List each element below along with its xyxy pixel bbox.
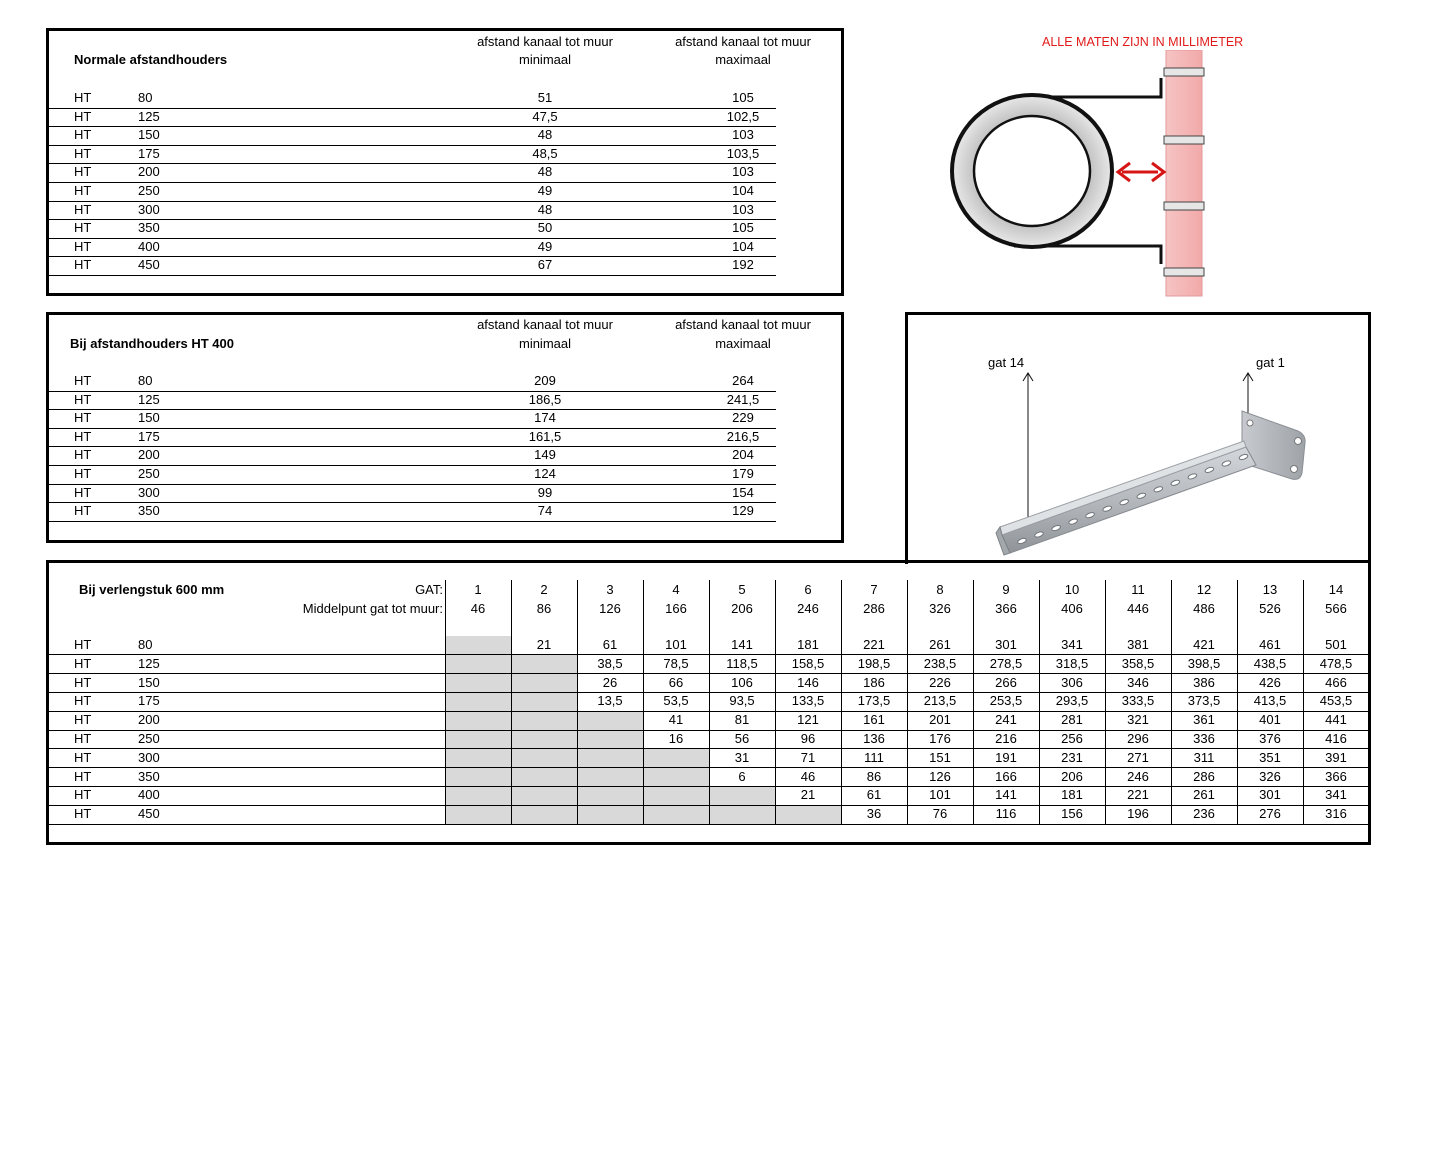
row-prefix: HT xyxy=(74,712,92,728)
empty-cell xyxy=(577,768,643,787)
gat-number: 1 xyxy=(474,582,482,597)
empty-cell xyxy=(577,730,643,749)
cell-value: 316 xyxy=(1325,806,1347,822)
cell-value: 461 xyxy=(1259,637,1281,652)
row-prefix: HT xyxy=(74,749,92,765)
cell-value: 238,5 xyxy=(923,655,957,671)
cell-value: 106 xyxy=(731,674,753,690)
row-min: 124 xyxy=(534,466,556,481)
cell-value: 141 xyxy=(995,787,1017,803)
cell-value: 333,5 xyxy=(1121,693,1155,709)
millimeter-note: ALLE MATEN ZIJN IN MILLIMETER xyxy=(1042,35,1244,49)
row-prefix: HT xyxy=(74,428,92,444)
table1-header-min-line2: minimaal xyxy=(518,52,571,67)
cell-value: 161 xyxy=(863,712,885,728)
row-min: 48,5 xyxy=(532,145,558,161)
row-max: 204 xyxy=(732,447,754,463)
cell-value: 376 xyxy=(1259,731,1281,746)
row-prefix: HT xyxy=(74,466,92,481)
cell-value: 416 xyxy=(1325,731,1347,746)
table2-header-min-line1: afstand kanaal tot muur xyxy=(477,317,613,332)
cell-value: 121 xyxy=(797,712,819,728)
row-prefix: HT xyxy=(74,410,92,426)
cell-value: 421 xyxy=(1193,637,1215,652)
row-min: 74 xyxy=(537,503,553,519)
row-prefix: HT xyxy=(74,731,92,746)
row-size: 150 xyxy=(138,127,160,143)
cell-value: 321 xyxy=(1127,712,1149,728)
cell-value: 501 xyxy=(1325,637,1347,652)
bracket-rail-top xyxy=(1000,441,1246,535)
cell-value: 318,5 xyxy=(1055,655,1089,671)
cell-value: 38,5 xyxy=(597,655,623,671)
column-line xyxy=(1369,580,1370,824)
row-max: 179 xyxy=(732,466,754,481)
gat-number: 8 xyxy=(936,582,944,597)
cell-value: 278,5 xyxy=(989,655,1023,671)
gat14-label: gat 14 xyxy=(988,355,1025,370)
empty-cell xyxy=(511,692,577,711)
table2-header-max-line2: maximaal xyxy=(715,336,771,351)
gat-number: 4 xyxy=(672,582,680,597)
gat-midpoint: 46 xyxy=(470,601,486,616)
gat-midpoint: 326 xyxy=(929,601,951,616)
gat-number: 7 xyxy=(870,582,878,597)
cell-value: 133,5 xyxy=(791,693,825,709)
row-prefix: HT xyxy=(74,201,92,217)
gat-number: 10 xyxy=(1064,582,1080,597)
gat-midpoint: 246 xyxy=(797,601,819,616)
row-size: 350 xyxy=(138,503,160,519)
duct-wall-diagram xyxy=(940,50,1210,300)
gat-number: 3 xyxy=(606,582,614,597)
cell-value: 346 xyxy=(1127,674,1149,690)
row-min: 174 xyxy=(534,410,556,426)
row-max: 264 xyxy=(732,373,754,388)
table2-title: Bij afstandhouders HT 400 xyxy=(70,336,234,351)
cell-value: 453,5 xyxy=(1319,693,1353,709)
row-min: 48 xyxy=(537,164,553,180)
cell-value: 93,5 xyxy=(729,693,755,709)
row-prefix: HT xyxy=(74,768,92,784)
wall-shape xyxy=(1166,50,1202,296)
cell-value: 146 xyxy=(797,674,819,690)
row-size: 400 xyxy=(138,787,160,803)
row-prefix: HT xyxy=(74,637,92,652)
row-min: 186,5 xyxy=(528,391,562,407)
cell-value: 41 xyxy=(668,712,684,728)
row-size: 250 xyxy=(138,183,160,198)
cell-value: 271 xyxy=(1127,749,1149,765)
gat-midpoint: 286 xyxy=(863,601,885,616)
cell-value: 226 xyxy=(929,674,951,690)
cell-value: 301 xyxy=(995,637,1017,652)
cell-value: 256 xyxy=(1061,731,1083,746)
cell-value: 301 xyxy=(1259,787,1281,803)
cell-value: 196 xyxy=(1127,806,1149,822)
gat-midpoint: 486 xyxy=(1193,601,1215,616)
column-line xyxy=(445,580,446,824)
cell-value: 166 xyxy=(995,768,1017,784)
cell-value: 126 xyxy=(929,768,951,784)
cell-value: 351 xyxy=(1259,749,1281,765)
row-size: 125 xyxy=(138,391,160,407)
row-min: 149 xyxy=(534,447,556,463)
row-max: 104 xyxy=(732,238,754,254)
cell-value: 311 xyxy=(1193,749,1215,765)
row-prefix: HT xyxy=(74,655,92,671)
cell-value: 261 xyxy=(929,637,951,652)
empty-cell xyxy=(445,768,511,787)
empty-cell xyxy=(445,711,511,730)
cell-value: 156 xyxy=(1061,806,1083,822)
cell-value: 401 xyxy=(1259,712,1281,728)
empty-cell xyxy=(511,655,577,674)
row-size: 150 xyxy=(138,410,160,426)
gat-number: 9 xyxy=(1002,582,1010,597)
cell-value: 286 xyxy=(1193,768,1215,784)
cell-value: 381 xyxy=(1127,637,1149,652)
gat-midpoint: 206 xyxy=(731,601,753,616)
cell-value: 76 xyxy=(932,806,948,822)
empty-cell xyxy=(577,805,643,824)
gat-midpoint: 526 xyxy=(1259,601,1281,616)
gat-number: 13 xyxy=(1262,582,1278,597)
row-prefix: HT xyxy=(74,674,92,690)
cell-value: 56 xyxy=(734,731,750,746)
row-min: 48 xyxy=(537,127,553,143)
row-min: 49 xyxy=(537,183,553,198)
cell-value: 296 xyxy=(1127,731,1149,746)
cell-value: 101 xyxy=(665,637,687,652)
cell-value: 306 xyxy=(1061,674,1083,690)
row-min: 99 xyxy=(537,484,553,500)
wall-joint-3 xyxy=(1164,202,1204,210)
cell-value: 386 xyxy=(1193,674,1215,690)
row-max: 103 xyxy=(732,164,754,180)
empty-cell xyxy=(445,674,511,693)
plate-hole-2 xyxy=(1291,466,1298,473)
gat-midpoint: 86 xyxy=(536,601,552,616)
row-prefix: HT xyxy=(74,127,92,143)
cell-value: 201 xyxy=(929,712,951,728)
table3-mid-label: Middelpunt gat tot muur: xyxy=(302,601,443,616)
gat-midpoint: 166 xyxy=(665,601,687,616)
gat-number: 14 xyxy=(1328,582,1344,597)
cell-value: 206 xyxy=(1061,768,1083,784)
cell-value: 181 xyxy=(797,637,819,652)
cell-value: 413,5 xyxy=(1253,693,1287,709)
cell-value: 191 xyxy=(995,749,1017,765)
gat1-label: gat 1 xyxy=(1256,355,1285,370)
cell-value: 21 xyxy=(800,787,816,803)
cell-value: 241 xyxy=(995,712,1017,728)
row-size: 450 xyxy=(138,806,160,822)
row-prefix: HT xyxy=(74,90,92,105)
cell-value: 186 xyxy=(863,674,885,690)
cell-value: 6 xyxy=(738,768,746,784)
empty-cell xyxy=(511,786,577,805)
cell-value: 373,5 xyxy=(1187,693,1221,709)
gat-number: 6 xyxy=(804,582,812,597)
cell-value: 151 xyxy=(929,749,951,765)
cell-value: 326 xyxy=(1259,768,1281,784)
row-max: 216,5 xyxy=(726,428,760,444)
empty-cell xyxy=(577,786,643,805)
cell-value: 341 xyxy=(1325,787,1347,803)
row-size: 200 xyxy=(138,164,160,180)
cell-value: 181 xyxy=(1061,787,1083,803)
row-min: 161,5 xyxy=(528,428,562,444)
row-line xyxy=(49,521,776,522)
row-size: 400 xyxy=(138,238,160,254)
row-size: 150 xyxy=(138,674,160,690)
empty-cell xyxy=(709,805,775,824)
empty-cell xyxy=(643,768,709,787)
row-min: 67 xyxy=(537,257,553,273)
cell-value: 141 xyxy=(731,637,753,652)
table3-gat-label: GAT: xyxy=(415,582,443,597)
empty-cell xyxy=(445,636,511,655)
cell-value: 36 xyxy=(866,806,882,822)
empty-cell xyxy=(445,692,511,711)
cell-value: 118,5 xyxy=(726,655,758,671)
cell-value: 426 xyxy=(1259,674,1281,690)
cell-value: 16 xyxy=(668,731,684,746)
empty-cell xyxy=(511,805,577,824)
row-max: 241,5 xyxy=(726,391,760,407)
empty-cell xyxy=(511,749,577,768)
row-size: 80 xyxy=(138,373,153,388)
row-prefix: HT xyxy=(74,238,92,254)
row-size: 250 xyxy=(138,731,160,746)
cell-value: 441 xyxy=(1325,712,1347,728)
cell-value: 216 xyxy=(995,731,1017,746)
table2-header-max-line1: afstand kanaal tot muur xyxy=(675,317,811,332)
cell-value: 221 xyxy=(863,637,885,652)
row-size: 300 xyxy=(138,484,160,500)
cell-value: 466 xyxy=(1325,674,1347,690)
cell-value: 78,5 xyxy=(663,655,689,671)
cell-value: 276 xyxy=(1259,806,1281,822)
empty-cell xyxy=(775,805,841,824)
cell-value: 66 xyxy=(668,674,684,690)
row-max: 105 xyxy=(732,90,754,105)
gat-midpoint: 566 xyxy=(1325,601,1347,616)
gat-midpoint: 126 xyxy=(599,601,621,616)
row-prefix: HT xyxy=(74,164,92,180)
cell-value: 81 xyxy=(734,712,750,728)
row-size: 250 xyxy=(138,466,160,481)
empty-cell xyxy=(577,711,643,730)
cell-value: 46 xyxy=(800,768,816,784)
row-size: 125 xyxy=(138,655,160,671)
empty-cell xyxy=(511,711,577,730)
cell-value: 398,5 xyxy=(1187,655,1221,671)
cell-value: 236 xyxy=(1193,806,1215,822)
cell-value: 173,5 xyxy=(857,693,891,709)
row-prefix: HT xyxy=(74,806,92,822)
cell-value: 158,5 xyxy=(791,655,825,671)
row-min: 209 xyxy=(534,373,556,388)
row-prefix: HT xyxy=(74,373,92,388)
gat-midpoint: 406 xyxy=(1061,601,1083,616)
row-size: 300 xyxy=(138,201,160,217)
empty-cell xyxy=(643,805,709,824)
row-line xyxy=(49,275,776,276)
row-prefix: HT xyxy=(74,484,92,500)
empty-cell xyxy=(445,805,511,824)
row-max: 129 xyxy=(732,503,754,519)
cell-value: 336 xyxy=(1193,731,1215,746)
column-line xyxy=(511,580,512,824)
empty-cell xyxy=(445,749,511,768)
row-prefix: HT xyxy=(74,391,92,407)
cell-value: 136 xyxy=(863,731,885,746)
row-max: 102,5 xyxy=(726,108,760,124)
bracket-rail xyxy=(1002,447,1256,553)
row-size: 80 xyxy=(138,90,153,105)
row-size: 175 xyxy=(138,145,160,161)
wall-joint-4 xyxy=(1164,268,1204,276)
row-max: 104 xyxy=(732,183,754,198)
empty-cell xyxy=(511,768,577,787)
row-prefix: HT xyxy=(74,693,92,709)
row-size: 350 xyxy=(138,768,160,784)
table1-header-min-line1: afstand kanaal tot muur xyxy=(477,34,613,49)
row-size: 200 xyxy=(138,712,160,728)
table2-header-min-line2: minimaal xyxy=(518,336,571,351)
row-max: 105 xyxy=(732,220,754,236)
empty-cell xyxy=(643,749,709,768)
empty-cell xyxy=(709,786,775,805)
table1-header-max-line1: afstand kanaal tot muur xyxy=(675,34,811,49)
cell-value: 246 xyxy=(1127,768,1149,784)
cell-value: 266 xyxy=(995,674,1017,690)
empty-cell xyxy=(445,786,511,805)
empty-cell xyxy=(577,749,643,768)
cell-value: 213,5 xyxy=(923,693,957,709)
cell-value: 361 xyxy=(1193,712,1215,728)
row-size: 200 xyxy=(138,447,160,463)
cell-value: 198,5 xyxy=(857,655,891,671)
cell-value: 253,5 xyxy=(989,693,1023,709)
gat-midpoint: 446 xyxy=(1127,601,1149,616)
empty-cell xyxy=(511,674,577,693)
row-min: 49 xyxy=(537,238,553,254)
cell-value: 281 xyxy=(1061,712,1083,728)
cell-value: 53,5 xyxy=(663,693,689,709)
table1-title: Normale afstandhouders xyxy=(74,52,228,67)
cell-value: 358,5 xyxy=(1121,655,1155,671)
row-prefix: HT xyxy=(74,447,92,463)
row-max: 229 xyxy=(732,410,754,426)
row-prefix: HT xyxy=(74,503,92,519)
plate-hole-1 xyxy=(1295,438,1302,445)
row-prefix: HT xyxy=(74,183,92,198)
row-min: 50 xyxy=(537,220,553,236)
gat-number: 5 xyxy=(738,582,746,597)
gat-number: 2 xyxy=(540,582,548,597)
row-prefix: HT xyxy=(74,257,92,273)
row-max: 103 xyxy=(732,127,754,143)
cell-value: 176 xyxy=(929,731,951,746)
row-size: 175 xyxy=(138,693,160,709)
cell-value: 71 xyxy=(800,749,816,765)
cell-value: 111 xyxy=(864,749,884,765)
row-size: 300 xyxy=(138,749,160,765)
duct-inner xyxy=(974,116,1090,226)
cell-value: 61 xyxy=(866,787,882,803)
wall-bracket-image xyxy=(980,365,1320,565)
gat-midpoint: 366 xyxy=(995,601,1017,616)
cell-value: 31 xyxy=(734,749,750,765)
row-max: 154 xyxy=(732,484,754,500)
row-max: 103 xyxy=(732,201,754,217)
row-size: 80 xyxy=(138,637,153,652)
row-min: 51 xyxy=(537,90,553,105)
plate-hole-3 xyxy=(1247,420,1253,426)
cell-value: 21 xyxy=(536,637,552,652)
row-prefix: HT xyxy=(74,220,92,236)
row-min: 47,5 xyxy=(532,108,558,124)
cell-value: 116 xyxy=(995,806,1017,822)
gat-number: 12 xyxy=(1196,582,1212,597)
row-prefix: HT xyxy=(74,108,92,124)
row-min: 48 xyxy=(537,201,553,217)
cell-value: 96 xyxy=(800,731,816,746)
cell-value: 438,5 xyxy=(1253,655,1287,671)
gat-number: 11 xyxy=(1131,582,1145,597)
row-size: 450 xyxy=(138,257,160,273)
empty-cell xyxy=(511,730,577,749)
cell-value: 366 xyxy=(1325,768,1347,784)
cell-value: 86 xyxy=(866,768,882,784)
cell-value: 61 xyxy=(602,637,618,652)
row-prefix: HT xyxy=(74,787,92,803)
cell-value: 101 xyxy=(929,787,951,803)
row-size: 125 xyxy=(138,108,160,124)
cell-value: 221 xyxy=(1127,787,1149,803)
table3-title: Bij verlengstuk 600 mm xyxy=(79,582,225,597)
cell-value: 231 xyxy=(1061,749,1083,765)
row-size: 175 xyxy=(138,428,160,444)
wall-joint-2 xyxy=(1164,136,1204,144)
cell-value: 391 xyxy=(1325,749,1347,765)
row-line xyxy=(49,824,1369,825)
cell-value: 26 xyxy=(602,674,618,690)
table1-header-max-line2: maximaal xyxy=(715,52,771,67)
row-size: 350 xyxy=(138,220,160,236)
wall-joint-1 xyxy=(1164,68,1204,76)
cell-value: 293,5 xyxy=(1055,693,1089,709)
row-max: 103,5 xyxy=(726,145,760,161)
empty-cell xyxy=(445,730,511,749)
cell-value: 341 xyxy=(1061,637,1083,652)
empty-cell xyxy=(643,786,709,805)
cell-value: 261 xyxy=(1193,787,1215,803)
cell-value: 478,5 xyxy=(1319,655,1353,671)
row-prefix: HT xyxy=(74,145,92,161)
empty-cell xyxy=(445,655,511,674)
cell-value: 13,5 xyxy=(597,693,623,709)
row-max: 192 xyxy=(732,257,754,273)
